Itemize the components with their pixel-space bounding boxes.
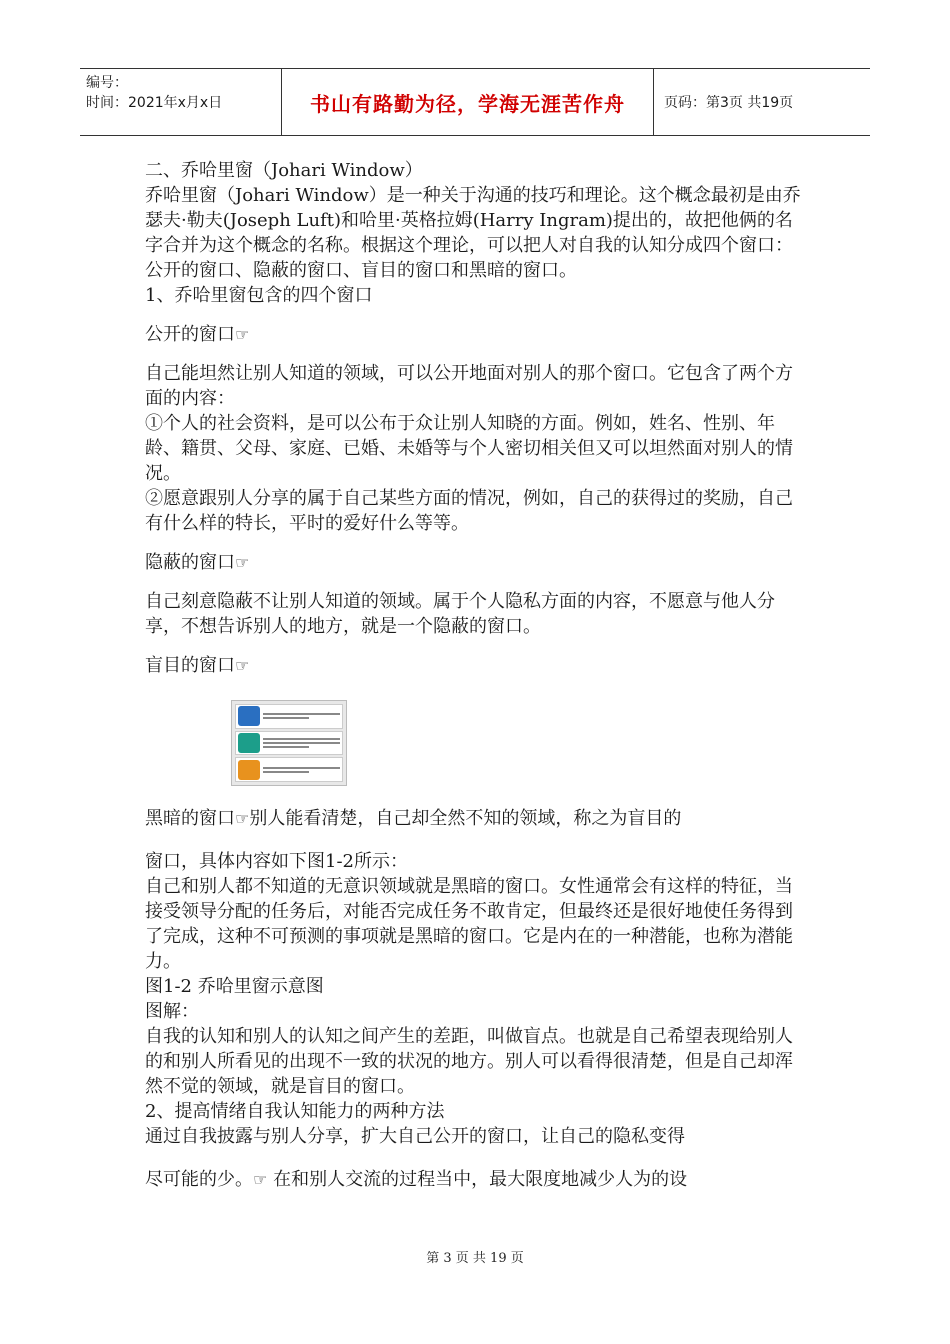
hidden-window-desc: 自己刻意隐蔽不让别人知道的领域。属于个人隐私方面的内容，不愿意与他人分享，不想告诉别人的地方，就是一个隐蔽的窗口。	[145, 591, 775, 637]
pointing-hand-icon: ☞	[235, 809, 250, 828]
document-body	[145, 158, 810, 1192]
open-window-item-2: ②愿意跟别人分享的属于自己某些方面的情况，例如，自己的获得过的奖励，自己有什么样的特长，平时的爱好什么等等。	[145, 488, 793, 534]
figure-note-label: 图解：	[145, 1001, 199, 1022]
header-time-label: 时间：2021年x月x日	[86, 95, 223, 111]
blind-window-title: 盲目的窗口☞	[145, 655, 250, 676]
header-meta	[80, 69, 282, 135]
subheading-four-windows: 1、乔哈里窗包含的四个窗口	[145, 285, 373, 306]
method-line-2: 尽可能的少。☞ 在和别人交流的过程当中，最大限度地减少人为的设	[145, 1169, 688, 1190]
figure-row	[235, 731, 343, 756]
open-window-title: 公开的窗口☞	[145, 324, 250, 345]
header-number-label: 编号：	[86, 75, 128, 91]
pointing-hand-icon: ☞	[235, 325, 250, 344]
pointing-hand-icon: ☞	[235, 553, 250, 572]
method-line-1: 通过自我披露与别人分享，扩大自己公开的窗口，让自己的隐私变得	[145, 1126, 685, 1147]
document-header	[80, 68, 870, 136]
figure-row	[235, 704, 343, 729]
figure-blue-icon	[238, 706, 260, 726]
pointing-hand-icon: ☞	[235, 656, 250, 675]
johari-window-figure	[231, 700, 347, 786]
figure-teal-icon	[238, 733, 260, 753]
dark-window-line-2: 窗口，具体内容如下图1-2所示：	[145, 851, 408, 872]
dark-window-line: 黑暗的窗口☞别人能看清楚，自己却全然不知的领域，称之为盲目的	[145, 808, 682, 829]
figure-row	[235, 757, 343, 782]
subheading-methods: 2、提高情绪自我认知能力的两种方法	[145, 1101, 445, 1122]
intro-paragraph: 乔哈里窗（Johari Window）是一种关于沟通的技巧和理论。这个概念最初是由乔瑟夫·勒夫(Joseph Luft)和哈里·英格拉姆(Harry Ingram)提出的，故把他俩的名字合并为这个概念的名称。根据这个理论，可以把人对自我的认知分成四个窗口：公开的窗口、隐蔽的窗口、盲目的窗口和黑暗的窗口。	[145, 185, 801, 281]
hidden-window-title: 隐蔽的窗口☞	[145, 552, 250, 573]
open-window-item-1: ①个人的社会资料，是可以公布于众让别人知晓的方面。例如，姓名、性别、年龄、籍贯、父母、家庭、已婚、未婚等与个人密切相关但又可以坦然面对别人的情况。	[145, 413, 793, 484]
header-page-info: 页码：第3页 共19页	[664, 95, 794, 111]
figure-caption: 图1-2 乔哈里窗示意图	[145, 976, 324, 997]
header-motto: 书山有路勤为径，学海无涯苦作舟	[282, 69, 654, 135]
page-footer: 第 3 页 共 19 页	[426, 1251, 524, 1266]
pointing-hand-icon: ☞	[253, 1170, 268, 1189]
dark-window-desc: 自己和别人都不知道的无意识领域就是黑暗的窗口。女性通常会有这样的特征，当接受领导分配的任务后，对能否完成任务不敢肯定，但最终还是很好地使任务得到了完成，这种不可预测的事项就是黑暗的窗口。它是内在的一种潜能，也称为潜能力。	[145, 876, 793, 972]
section-title: 二、乔哈里窗（Johari Window）	[145, 160, 423, 181]
figure-note: 自我的认知和别人的认知之间产生的差距，叫做盲点。也就是自己希望表现给别人的和别人所看见的出现不一致的状况的地方。别人可以看得很清楚，但是自己却浑然不觉的领域，就是盲目的窗口。	[145, 1026, 793, 1097]
open-window-desc: 自己能坦然让别人知道的领域，可以公开地面对别人的那个窗口。它包含了两个方面的内容：	[145, 363, 793, 409]
figure-orange-icon	[238, 760, 260, 780]
